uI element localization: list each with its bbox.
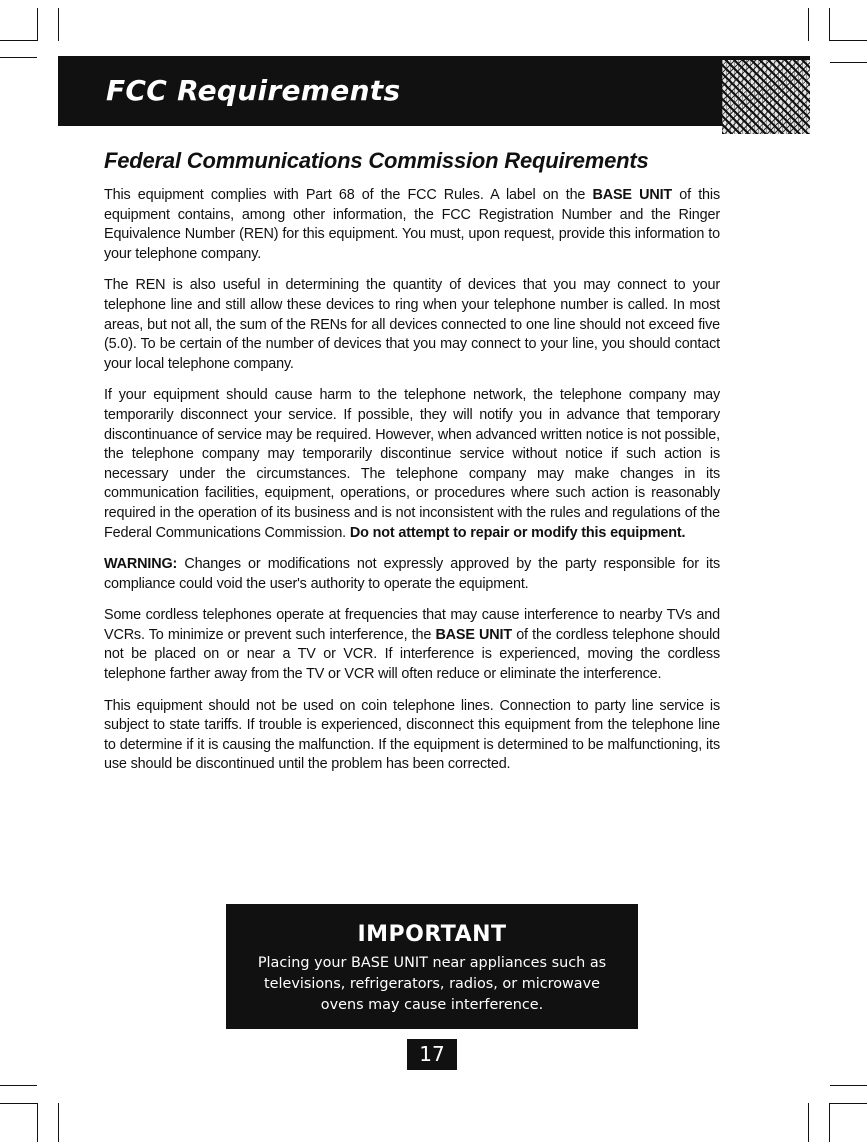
paragraph-5-text-c: of the cordless telephone should not be placed on or near a TV or VCR. If interference is experienced, moving the cordless telephone farther away from the TV or VCR will often reduce or eliminate the interference. xyxy=(104,626,720,683)
paragraph-3 xyxy=(104,386,720,543)
crop-mark-bottom-right-h1 xyxy=(830,1085,867,1086)
crop-mark-top-left-v2 xyxy=(58,8,59,41)
crop-mark-top-right-h xyxy=(829,40,867,41)
paragraph-1 xyxy=(104,186,720,264)
crop-mark-bottom-right-v1 xyxy=(808,1103,809,1142)
crop-mark-bottom-left-h1 xyxy=(0,1085,37,1086)
paragraph-1-text-a: This equipment complies with Part 68 of the FCC Rules. A label on the xyxy=(104,187,593,203)
paragraph-5-bold: BASE UNIT xyxy=(435,626,512,643)
page-number: 17 xyxy=(407,1039,457,1070)
paragraph-1-bold: BASE UNIT xyxy=(592,187,673,203)
important-text: Placing your BASE UNIT near appliances such as televisions, refrigerators, radios, or microwave ovens may cause interference. xyxy=(257,955,607,1013)
header-texture-graphic xyxy=(722,60,810,134)
crop-mark-bottom-left-h2 xyxy=(0,1103,37,1104)
warning-label: WARNING: xyxy=(104,556,178,573)
crop-mark-top-right-v2 xyxy=(829,8,830,41)
paragraph-5-text-a: Some cordless telephones operate at frequencies that may cause interference to nearby TVs and VCRs. To minimize or prevent such interference, the xyxy=(104,607,720,643)
paragraph-4 xyxy=(104,555,720,594)
crop-mark-bottom-right-h2 xyxy=(829,1103,867,1104)
crop-mark-top-left-v1 xyxy=(37,8,38,41)
crop-mark-mid-right-h xyxy=(830,62,867,63)
warning-text: Changes or modifications not expressly approved by the party responsible for its compliance could void the user's authority to operate the equipment. xyxy=(104,556,720,592)
header-bar xyxy=(58,56,810,126)
important-title: IMPORTANT xyxy=(357,922,507,947)
paragraph-1-text-c: of this equipment contains, among other information, the FCC Registration Number and the Ringer Equivalence Number (REN) for this equipment. You must, upon request, provide this information to your telephone company. xyxy=(104,187,720,262)
body-text xyxy=(104,186,720,787)
important-box xyxy=(226,904,638,1029)
paragraph-5 xyxy=(104,606,720,684)
crop-mark-top-left-h xyxy=(0,40,37,41)
paragraph-2: The REN is also useful in determining the quantity of devices that you may connect to your telephone line and still allow these devices to ring when your telephone number is called. In most areas, but not all, the sum of the RENs for all devices connected to one line should not exceed five (5.0). To be certain of the number of devices that you may connect to your line, you should contact your local telephone company. xyxy=(104,277,720,372)
paragraph-3-text: If your equipment should cause harm to the telephone network, the telephone company may temporarily disconnect your service. If possible, they will notify you in advance that temporary discontinuance of service may be required. However, when advanced written notice is not possible, the telephone company may temporarily discontinue service without notice if such action is necessary under the circumstances. The telephone company may make changes in its communication facilities, equipment, operations, or procedures where such action is reasonably required in the operation of its business and is not inconsistent with the rules and regulations of the Federal Communications Commission. xyxy=(104,387,720,541)
crop-mark-mid-left-h xyxy=(0,57,37,58)
section-title: Federal Communications Commission Requirements xyxy=(104,148,649,173)
header-title: FCC Requirements xyxy=(106,74,401,107)
paragraph-6: This equipment should not be used on coin telephone lines. Connection to party line service is subject to state tariffs. If trouble is experienced, disconnect this equipment from the telephone line to determine if it is causing the malfunction. If the equipment is determined to be malfunctioning, its use should be discontinued until the problem has been corrected. xyxy=(104,697,720,773)
crop-mark-bottom-right-v2 xyxy=(829,1103,830,1142)
paragraph-3-bold: Do not attempt to repair or modify this equipment. xyxy=(349,524,686,541)
crop-mark-bottom-left-v1 xyxy=(37,1103,38,1142)
crop-mark-bottom-left-v2 xyxy=(58,1103,59,1142)
crop-mark-top-right-v1 xyxy=(808,8,809,41)
